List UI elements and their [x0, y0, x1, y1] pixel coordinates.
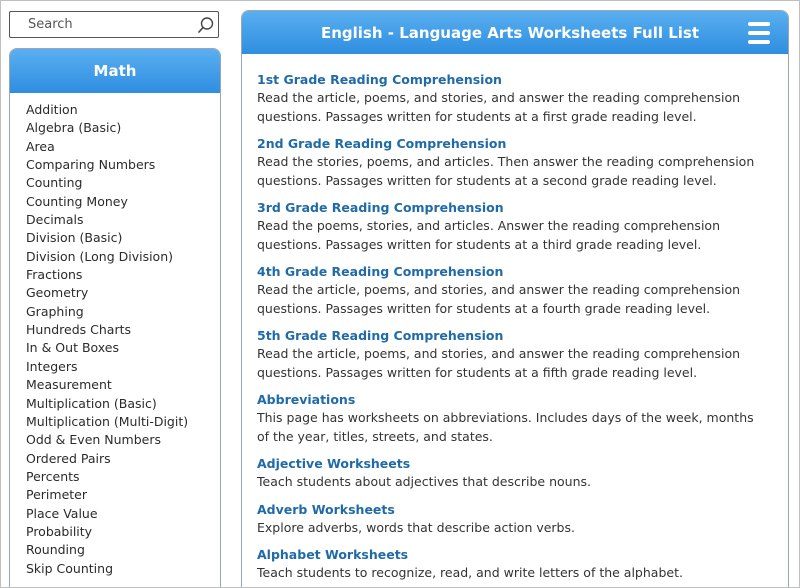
list-item — [257, 71, 757, 126]
worksheet-link[interactable]: 2nd Grade Reading Comprehension — [257, 136, 507, 151]
worksheet-link[interactable]: 1st Grade Reading Comprehension — [257, 72, 502, 87]
worksheet-link[interactable]: Alphabet Worksheets — [257, 547, 409, 562]
list-item — [257, 391, 757, 446]
list-item — [257, 455, 757, 492]
sidebar-title: Math — [10, 49, 220, 93]
worksheet-description: Read the article, poems, and stories, and answer the reading comprehension questions. Passages written for students at a fifth grade reading level. — [257, 346, 741, 380]
worksheet-description: Read the article, poems, and stories, and answer the reading comprehension questions. Passages written for students at a fourth grade reading level. — [257, 282, 741, 316]
sidebar-item-percents[interactable]: Percents — [26, 468, 80, 484]
list-item — [257, 327, 757, 382]
sidebar-item-addition[interactable]: Addition — [26, 102, 78, 117]
sidebar-item-division-basic[interactable]: Division (Basic) — [26, 230, 123, 246]
page-title: English - Language Arts Worksheets Full List — [320, 23, 700, 42]
worksheet-link[interactable]: 3rd Grade Reading Comprehension — [257, 200, 504, 215]
worksheet-entries — [257, 71, 757, 588]
hamburger-menu-icon[interactable] — [748, 22, 770, 44]
sidebar-item-probability[interactable]: Probability — [26, 523, 93, 539]
sidebar-item-comparing-numbers[interactable]: Comparing Numbers — [26, 157, 156, 173]
worksheet-description: Read the poems, stories, and articles. Answer the reading comprehension questions. Passages written for students at a third grade reading level. — [257, 218, 720, 252]
sidebar-item-rounding[interactable]: Rounding — [26, 542, 85, 558]
worksheet-link[interactable]: Abbreviations — [257, 392, 356, 407]
sidebar-item-area[interactable]: Area — [26, 138, 55, 154]
math-sidebar — [9, 48, 221, 588]
worksheet-description: Teach students about adjectives that describe nouns. — [257, 474, 591, 489]
math-topic-list — [10, 93, 220, 578]
sidebar-item-in-out-boxes[interactable]: In & Out Boxes — [26, 340, 119, 356]
worksheet-link[interactable]: Adverb Worksheets — [257, 501, 395, 517]
sidebar-item-hundreds-charts[interactable]: Hundreds Charts — [26, 322, 132, 338]
list-item — [257, 199, 757, 254]
panel-header — [242, 11, 788, 54]
sidebar-item-measurement[interactable]: Measurement — [26, 377, 112, 393]
worksheet-list-panel — [241, 10, 789, 588]
worksheet-description: Read the article, poems, and stories, and answer the reading comprehension questions. Passages written for students at a first grade reading level. — [257, 90, 741, 124]
search-box[interactable] — [9, 11, 219, 38]
sidebar-item-counting[interactable]: Counting — [26, 175, 83, 191]
list-item — [257, 501, 757, 538]
sidebar-item-decimals[interactable]: Decimals — [26, 212, 84, 228]
sidebar-item-graphing[interactable]: Graphing — [26, 303, 84, 319]
sidebar-item-fractions[interactable]: Fractions — [26, 267, 83, 283]
worksheet-description: Explore adverbs, words that describe action verbs. — [257, 519, 575, 535]
sidebar-item-counting-money[interactable]: Counting Money — [26, 193, 128, 209]
worksheet-link[interactable]: Adjective Worksheets — [257, 456, 411, 471]
list-item — [257, 135, 757, 190]
list-item — [257, 263, 757, 318]
sidebar-item-multiplication-basic[interactable]: Multiplication (Basic) — [26, 395, 157, 411]
sidebar-item-odd-even-numbers[interactable]: Odd & Even Numbers — [26, 432, 162, 448]
sidebar-item-multiplication-multi-digit[interactable]: Multiplication (Multi-Digit) — [26, 413, 189, 429]
sidebar-item-place-value[interactable]: Place Value — [26, 505, 98, 521]
sidebar-item-algebra-basic[interactable]: Algebra (Basic) — [26, 120, 122, 136]
sidebar-item-ordered-pairs[interactable]: Ordered Pairs — [26, 450, 111, 466]
sidebar-item-skip-counting[interactable]: Skip Counting — [26, 560, 114, 576]
list-item — [257, 546, 757, 583]
worksheet-description: Teach students to recognize, read, and write letters of the alphabet. — [257, 565, 683, 580]
worksheet-link[interactable]: 5th Grade Reading Comprehension — [257, 328, 504, 343]
sidebar-item-integers[interactable]: Integers — [26, 358, 78, 374]
worksheet-description: Read the stories, poems, and articles. Then answer the reading comprehension questions. Passages written for students at a second grade reading level. — [257, 154, 755, 188]
sidebar-item-division-long[interactable]: Division (Long Division) — [26, 248, 173, 264]
worksheet-description: This page has worksheets on abbreviations. Includes days of the week, months of the year, titles, streets, and states. — [257, 410, 754, 444]
sidebar-item-geometry[interactable]: Geometry — [26, 285, 89, 301]
sidebar-item-perimeter[interactable]: Perimeter — [26, 487, 87, 503]
search-input[interactable] — [10, 12, 190, 37]
search-icon[interactable] — [197, 16, 215, 34]
worksheet-link[interactable]: 4th Grade Reading Comprehension — [257, 264, 504, 279]
